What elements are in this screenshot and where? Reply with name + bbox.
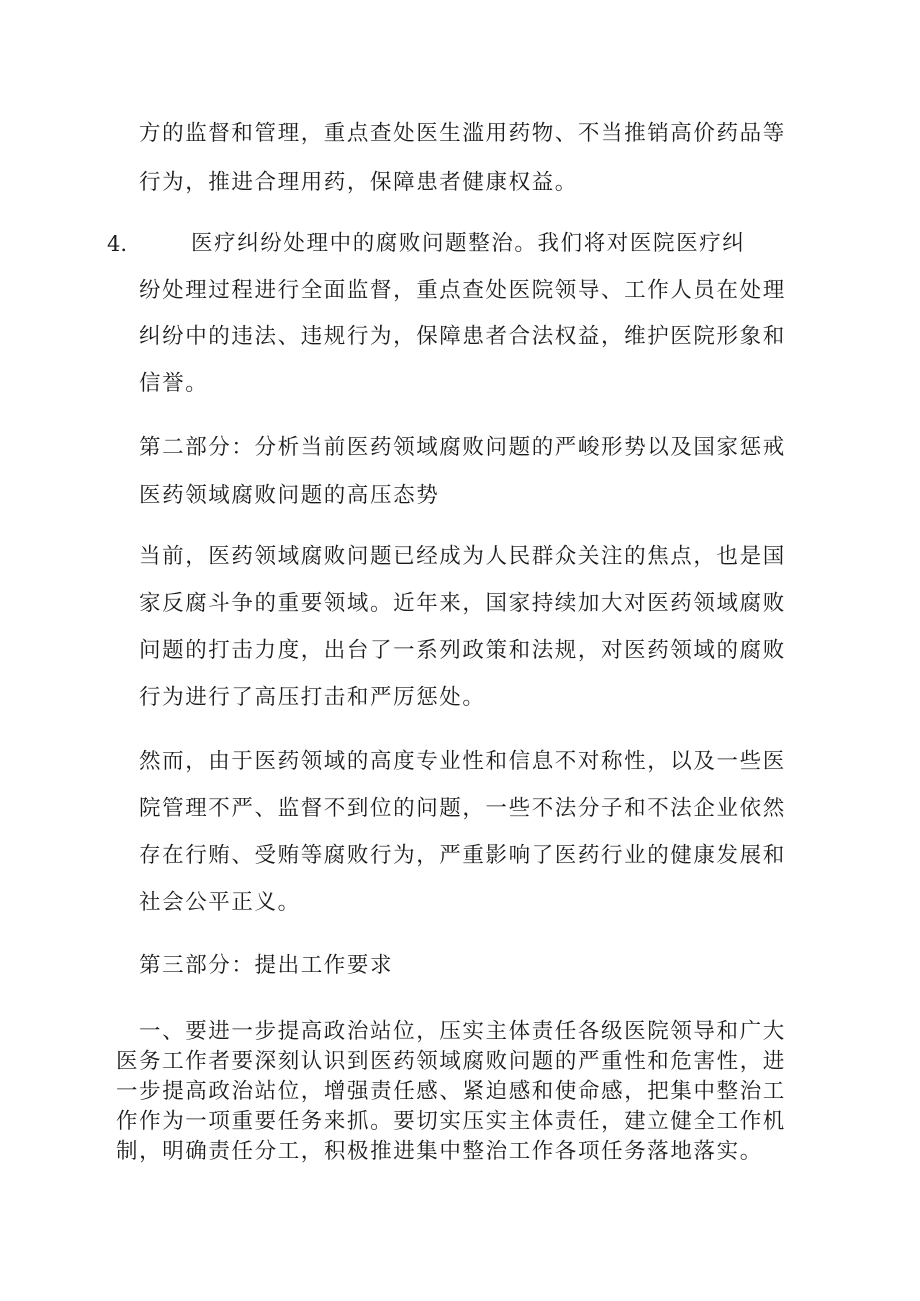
- paragraph-line: 社会公平正义。: [139, 890, 301, 915]
- paragraph-line: 制，明确责任分工，积极推进集中整治工作各项任务落地落实。: [116, 1139, 763, 1164]
- paragraph-line: 问题的打击力度，出台了一系列政策和法规，对医药领域的腐败: [139, 638, 786, 663]
- list-item-line: 信誉。: [139, 371, 209, 396]
- section-heading: 第二部分：分析当前医药领域腐败问题的严峻形势以及国家惩戒: [139, 435, 786, 460]
- paragraph-line: 方的监督和管理，重点查处医生滥用药物、不当推销高价药品等: [139, 121, 786, 146]
- paragraph-line: 院管理不严、监督不到位的问题，一些不法分子和不法企业依然: [139, 796, 786, 821]
- paragraph-line: 行为进行了高压打击和严厉惩处。: [139, 685, 486, 710]
- paragraph-line: 行为，推进合理用药，保障患者健康权益。: [139, 170, 578, 195]
- list-item-number: 4.: [107, 232, 128, 256]
- paragraph-line: 存在行贿、受贿等腐败行为，严重影响了医药行业的健康发展和: [139, 843, 786, 868]
- list-item-line: 纷处理过程进行全面监督，重点查处医院领导、工作人员在处理: [139, 278, 786, 303]
- section-heading: 医药领域腐败问题的高压态势: [139, 483, 440, 508]
- paragraph-line: 然而，由于医药领域的高度专业性和信息不对称性，以及一些医: [139, 749, 786, 774]
- paragraph-line: 一步提高政治站位，增强责任感、紧迫感和使命感，把集中整治工: [116, 1079, 786, 1104]
- paragraph-line: 医务工作者要深刻认识到医药领域腐败问题的严重性和危害性，进: [116, 1049, 786, 1074]
- section-heading: 第三部分：提出工作要求: [139, 953, 394, 978]
- list-item-line: 医疗纠纷处理中的腐败问题整治。我们将对医院医疗纠: [191, 231, 746, 256]
- paragraph-line: 家反腐斗争的重要领域。近年来，国家持续加大对医药领域腐败: [139, 591, 786, 616]
- paragraph-line: 当前，医药领域腐败问题已经成为人民群众关注的焦点，也是国: [139, 544, 786, 569]
- paragraph-line: 一、要进一步提高政治站位，压实主体责任各级医院领导和广大: [139, 1019, 786, 1044]
- list-item-line: 纠纷中的违法、违规行为，保障患者合法权益，维护医院形象和: [139, 324, 786, 349]
- paragraph-line: 作作为一项重要任务来抓。要切实压实主体责任，建立健全工作机: [116, 1109, 786, 1134]
